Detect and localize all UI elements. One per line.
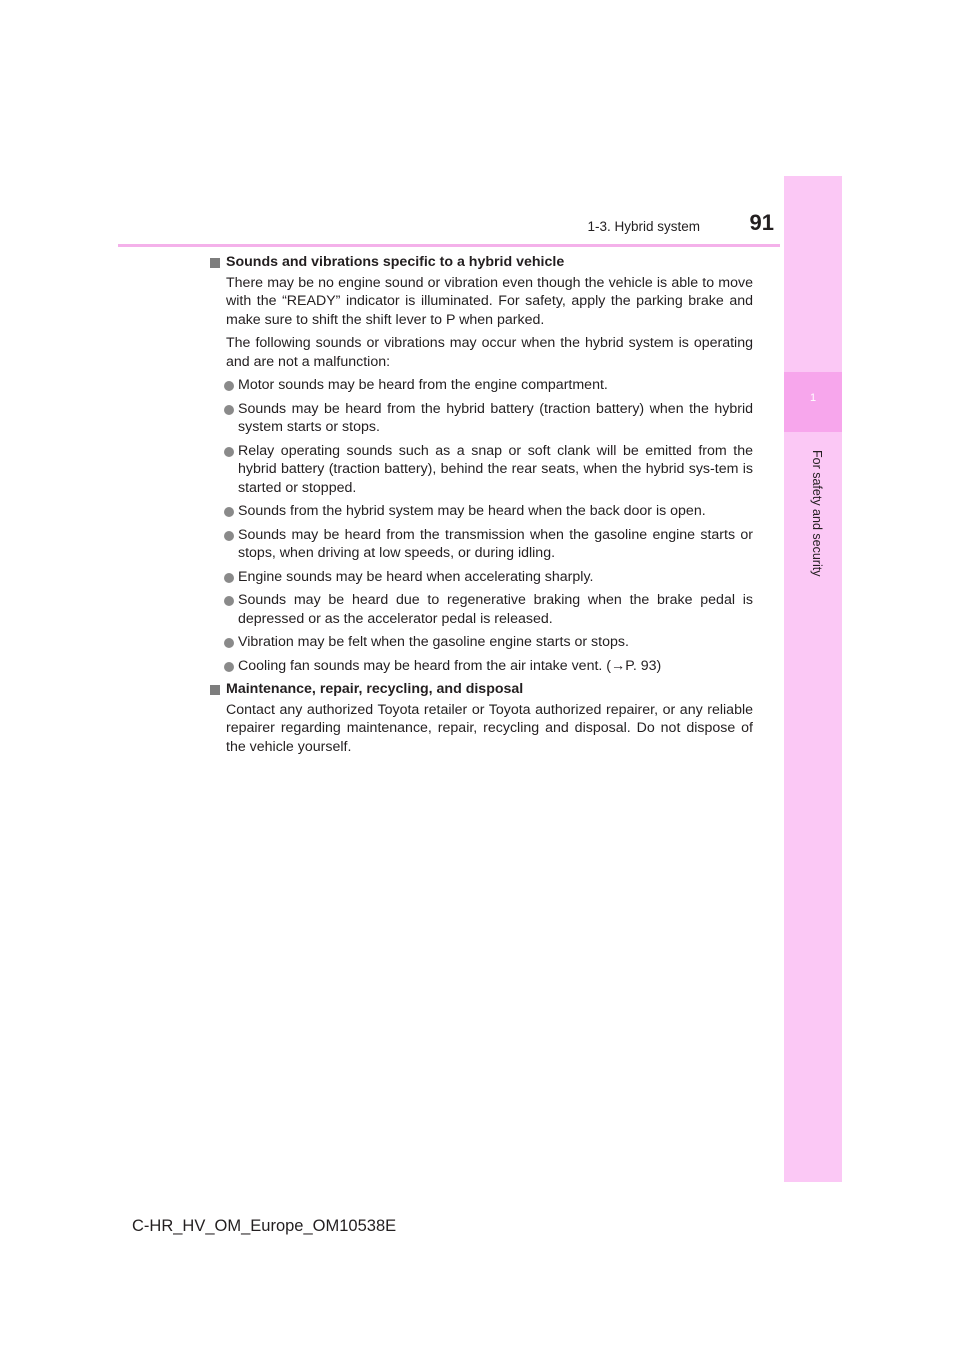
main-content (209, 253, 753, 761)
side-tab-label-text: For safety and security (810, 450, 824, 577)
circle-bullet-icon (224, 507, 234, 517)
circle-bullet-icon (224, 531, 234, 541)
list-item (209, 633, 753, 652)
list-item (209, 502, 753, 521)
section-heading-text: Sounds and vibrations specific to a hybrid vehicle (226, 254, 565, 270)
list-item (209, 400, 753, 437)
side-tab-chapter-number: 1 (809, 392, 817, 404)
circle-bullet-icon (224, 596, 234, 606)
side-thumb-tab (784, 176, 842, 1182)
list-item (209, 657, 753, 676)
circle-bullet-icon (224, 447, 234, 457)
paragraph: There may be no engine sound or vibration even though the vehicle is able to move with the “READY” indicator is illuminated. For safety, apply the parking brake and make sure to shift the shift lever to P when parked. (226, 274, 753, 328)
section-heading (209, 680, 753, 699)
circle-bullet-icon (224, 405, 234, 415)
square-bullet-icon (210, 685, 220, 695)
section-title: 1-3. Hybrid system (587, 219, 700, 234)
circle-bullet-icon (224, 381, 234, 391)
list-item-text: Relay operating sounds such as a snap or soft clank will be emitted from the hybrid battery (traction battery), behind the rear seats, when the hybrid sys-tem is started or stopped. (238, 442, 753, 496)
header-divider (118, 244, 780, 247)
list-item (209, 568, 753, 587)
circle-bullet-icon (224, 638, 234, 648)
list-item-text: Sounds may be heard from the hybrid battery (traction battery) when the hybrid system starts or stops. (238, 400, 753, 435)
list-item (209, 591, 753, 628)
list-item-text: Engine sounds may be heard when accelerating sharply. (238, 568, 594, 585)
paragraph: The following sounds or vibrations may occur when the hybrid system is operating and are not a malfunction: (226, 335, 753, 370)
list-item-text: Sounds may be heard from the transmission when the gasoline engine starts or stops, when driving at low speeds, or during idling. (238, 526, 753, 561)
section-heading (209, 253, 753, 272)
list-item (209, 526, 753, 563)
list-item-text: Sounds from the hybrid system may be heard when the back door is open. (238, 503, 706, 519)
list-item (209, 376, 753, 395)
document-code: C-HR_HV_OM_Europe_OM10538E (132, 1217, 397, 1235)
list-item-text: Cooling fan sounds may be heard from the air intake vent. (→P. 93) (238, 657, 662, 674)
circle-bullet-icon (224, 573, 234, 583)
list-item-text: Vibration may be felt when the gasoline engine starts or stops. (238, 634, 629, 650)
square-bullet-icon (210, 258, 220, 268)
circle-bullet-icon (224, 662, 234, 672)
paragraph: Contact any authorized Toyota retailer or Toyota authorized repairer, or any reliable repairer regarding maintenance, repair, recycling and disposal. Do not dispose of the vehicle yourself. (226, 701, 753, 755)
side-tab-chapter-label (810, 450, 826, 600)
list-item-text: Motor sounds may be heard from the engine compartment. (238, 377, 608, 393)
list-item (209, 442, 753, 498)
list-item-text: Sounds may be heard due to regenerative braking when the brake pedal is depressed or as the accelerator pedal is released. (238, 592, 753, 627)
page-number: 91 (749, 210, 774, 235)
section-heading-text: Maintenance, repair, recycling, and disposal (226, 681, 524, 697)
